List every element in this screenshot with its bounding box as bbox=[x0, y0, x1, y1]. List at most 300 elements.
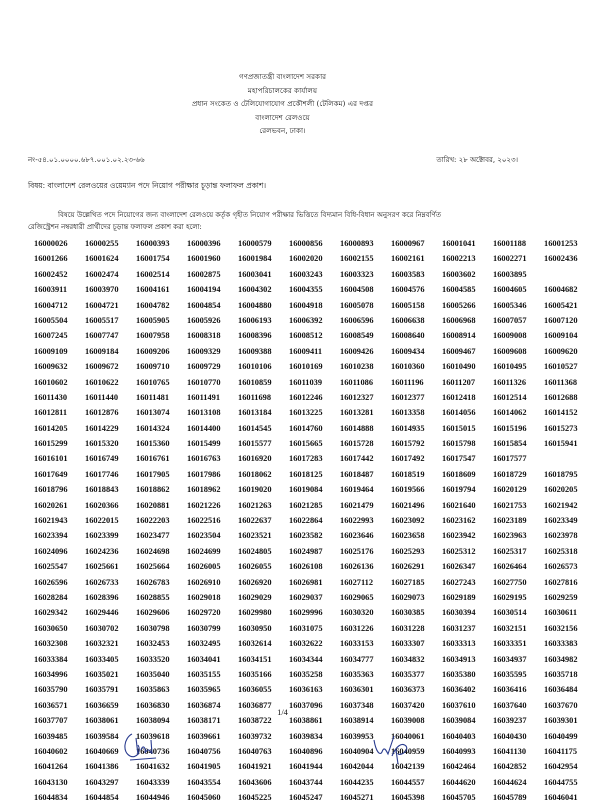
registration-number: 16030320 bbox=[340, 608, 374, 618]
registration-number: 16017905 bbox=[136, 469, 170, 479]
registration-number: 16026573 bbox=[544, 562, 578, 572]
registration-number: 16030514 bbox=[493, 608, 527, 618]
registration-number: 16008914 bbox=[442, 331, 476, 341]
registration-number: 16025318 bbox=[544, 546, 578, 556]
registration-number: 16013358 bbox=[391, 408, 425, 418]
registration-number: 16039584 bbox=[85, 731, 119, 741]
registration-number: 16045271 bbox=[340, 793, 374, 803]
registration-number: 16015854 bbox=[493, 439, 527, 449]
registration-number: 16032614 bbox=[238, 639, 272, 649]
registration-number: 16015577 bbox=[238, 439, 272, 449]
registration-number: 16022637 bbox=[238, 516, 272, 526]
registration-number: 16040669 bbox=[85, 746, 119, 756]
registration-number: 16023963 bbox=[493, 531, 527, 541]
registration-number: 16010238 bbox=[340, 362, 374, 372]
table-row bbox=[34, 559, 578, 574]
registration-number: 16033153 bbox=[340, 639, 374, 649]
office-header bbox=[0, 70, 565, 138]
registration-number: 16033313 bbox=[442, 639, 476, 649]
registration-number: 16031237 bbox=[442, 623, 476, 633]
registration-number: 16040959 bbox=[391, 746, 425, 756]
registration-number: 16044557 bbox=[391, 777, 425, 787]
registration-number: 16034937 bbox=[493, 654, 527, 664]
registration-number: 16038914 bbox=[340, 716, 374, 726]
registration-number: 16037420 bbox=[391, 700, 425, 710]
registration-number: 16019794 bbox=[442, 485, 476, 495]
registration-number: 16040736 bbox=[136, 746, 170, 756]
registration-number: 16011698 bbox=[238, 392, 272, 402]
registration-number: 16021226 bbox=[187, 500, 221, 510]
registration-number: 16042139 bbox=[391, 762, 425, 772]
registration-number: 16005078 bbox=[340, 300, 374, 310]
registration-number: 16030702 bbox=[85, 623, 119, 633]
registration-number: 16035155 bbox=[187, 669, 221, 679]
registration-number: 16001266 bbox=[34, 254, 68, 264]
registration-number: 16036055 bbox=[238, 685, 272, 695]
registration-number: 16032622 bbox=[289, 639, 323, 649]
table-row bbox=[34, 436, 578, 451]
registration-number: 16023394 bbox=[34, 531, 68, 541]
registration-number: 16026733 bbox=[85, 577, 119, 587]
registration-number: 16010169 bbox=[289, 362, 323, 372]
registration-number: 16004782 bbox=[136, 300, 170, 310]
registration-number: 16017492 bbox=[391, 454, 425, 464]
registration-number: 16016761 bbox=[136, 454, 170, 464]
registration-number: 16017547 bbox=[442, 454, 476, 464]
registration-number: 16020129 bbox=[493, 485, 527, 495]
registration-number: 16010106 bbox=[238, 362, 272, 372]
registration-number: 16027112 bbox=[340, 577, 374, 587]
registration-number: 16009411 bbox=[289, 346, 323, 356]
registration-number: 16005421 bbox=[544, 300, 578, 310]
registration-number: 16040499 bbox=[544, 731, 578, 741]
registration-number: 16042852 bbox=[493, 762, 527, 772]
registration-number: 16036163 bbox=[289, 685, 323, 695]
registration-number: 16018609 bbox=[442, 469, 476, 479]
registration-number: 16005926 bbox=[187, 315, 221, 325]
registration-number: 16035377 bbox=[391, 669, 425, 679]
registration-number: 16029037 bbox=[289, 592, 323, 602]
registration-number: 16017746 bbox=[85, 469, 119, 479]
registration-number: 16027243 bbox=[442, 577, 476, 587]
registration-number: 16040993 bbox=[442, 746, 476, 756]
right-initials-signature bbox=[368, 726, 414, 766]
registration-number-table bbox=[34, 236, 578, 805]
registration-number: 16011196 bbox=[391, 377, 424, 387]
registration-number: 16002020 bbox=[289, 254, 323, 264]
registration-number: 16036416 bbox=[493, 685, 527, 695]
registration-number: 16015273 bbox=[544, 423, 578, 433]
header-line-bangladesh-railway: বাংলাদেশ রেলওয়ে bbox=[255, 112, 310, 122]
registration-number: 16006193 bbox=[238, 315, 272, 325]
registration-number: 16023521 bbox=[238, 531, 272, 541]
registration-number: 16021942 bbox=[544, 500, 578, 510]
registration-number: 16027750 bbox=[493, 577, 527, 587]
registration-number: 16032308 bbox=[34, 639, 68, 649]
registration-number: 16023646 bbox=[340, 531, 374, 541]
registration-number: 16009710 bbox=[136, 362, 170, 372]
header-line-government: গণপ্রজাতন্ত্রী বাংলাদেশ সরকার bbox=[238, 72, 327, 81]
header-line-rail-bhaban: রেলভবন, ঢাকা। bbox=[259, 126, 306, 136]
registration-number: 16015499 bbox=[187, 439, 221, 449]
registration-number: 16014760 bbox=[289, 423, 323, 433]
registration-number: 16021753 bbox=[493, 500, 527, 510]
table-row bbox=[34, 328, 578, 343]
table-row bbox=[34, 359, 578, 374]
registration-number: 16000856 bbox=[289, 239, 323, 248]
registration-number: 16035791 bbox=[85, 685, 119, 695]
registration-number: 16014229 bbox=[85, 423, 119, 433]
registration-number: 16030394 bbox=[442, 608, 476, 618]
registration-number: 16001041 bbox=[442, 239, 476, 248]
registration-number: 16004918 bbox=[289, 300, 323, 310]
registration-number: 16003041 bbox=[238, 269, 272, 279]
registration-number: 16023189 bbox=[493, 516, 527, 526]
registration-number: 16041905 bbox=[187, 762, 221, 772]
table-row bbox=[34, 605, 578, 620]
registration-number: 16035863 bbox=[136, 685, 170, 695]
registration-number: 16043339 bbox=[136, 777, 170, 787]
registration-number: 16004508 bbox=[340, 285, 374, 295]
registration-number: 16009329 bbox=[187, 346, 221, 356]
registration-number: 16026347 bbox=[442, 562, 476, 572]
registration-number: 16040602 bbox=[34, 746, 68, 756]
header-line-chief-engineer: প্রধান সংকেত ও টেলিযোগাযোগ প্রকৌশলী (টেলিকম) এর দপ্তর bbox=[191, 99, 374, 109]
registration-number: 16031226 bbox=[340, 623, 374, 633]
registration-number: 16029018 bbox=[187, 592, 221, 602]
registration-number: 16043744 bbox=[289, 777, 323, 787]
registration-number: 16045225 bbox=[238, 793, 272, 803]
registration-number: 16041130 bbox=[493, 746, 527, 756]
registration-number: 16007120 bbox=[544, 315, 578, 325]
registration-number: 16029996 bbox=[289, 608, 323, 618]
registration-number: 16011326 bbox=[493, 377, 527, 387]
registration-number: 16026464 bbox=[493, 562, 527, 572]
registration-number: 16044834 bbox=[34, 793, 68, 803]
registration-number: 16003911 bbox=[34, 285, 68, 295]
registration-number: 16032151 bbox=[493, 623, 527, 633]
registration-number: 16013108 bbox=[187, 408, 221, 418]
registration-number: 16017442 bbox=[340, 454, 374, 464]
registration-number: 16018062 bbox=[238, 469, 272, 479]
registration-number: 16020261 bbox=[34, 500, 68, 510]
registration-number: 16021640 bbox=[442, 500, 476, 510]
registration-number: 16036830 bbox=[136, 700, 170, 710]
registration-number: 16015320 bbox=[85, 439, 119, 449]
registration-number: 16009388 bbox=[238, 346, 272, 356]
registration-number: 16036484 bbox=[544, 685, 578, 695]
registration-number: 16043606 bbox=[238, 777, 272, 787]
registration-number: 16003895 bbox=[493, 269, 527, 279]
registration-number: 16029189 bbox=[442, 592, 476, 602]
registration-number: 16045398 bbox=[391, 793, 425, 803]
registration-number: 16009729 bbox=[187, 362, 221, 372]
table-row bbox=[34, 759, 578, 774]
registration-number: 16026005 bbox=[187, 562, 221, 572]
registration-number: 16036877 bbox=[238, 700, 272, 710]
registration-number: 16009184 bbox=[85, 346, 119, 356]
registration-number: 16041386 bbox=[85, 762, 119, 772]
registration-number: 16030385 bbox=[391, 608, 425, 618]
registration-number: 16029446 bbox=[85, 608, 119, 618]
table-row bbox=[34, 344, 578, 359]
registration-number: 16013184 bbox=[238, 408, 272, 418]
memo-number: নং-৫৪.০১.০০০০.৬৮৭.০০১.০২.২৩-৬৬ bbox=[28, 156, 145, 164]
registration-number: 16014062 bbox=[493, 408, 527, 418]
registration-number: 16040763 bbox=[238, 746, 272, 756]
registration-number: 16002213 bbox=[442, 254, 476, 264]
table-row bbox=[34, 313, 578, 328]
registration-number: 16025317 bbox=[493, 546, 527, 556]
registration-number: 16038171 bbox=[187, 716, 221, 726]
registration-number: 16035258 bbox=[289, 669, 323, 679]
registration-number: 16009008 bbox=[493, 331, 527, 341]
registration-number: 16022516 bbox=[187, 516, 221, 526]
registration-number: 16030798 bbox=[136, 623, 170, 633]
registration-number: 16031228 bbox=[391, 623, 425, 633]
table-row bbox=[34, 236, 578, 251]
registration-number: 16003243 bbox=[289, 269, 323, 279]
registration-number: 16008318 bbox=[187, 331, 221, 341]
registration-number: 16013074 bbox=[136, 408, 170, 418]
registration-number: 16024987 bbox=[289, 546, 323, 556]
registration-number: 16022203 bbox=[136, 516, 170, 526]
registration-number: 16004576 bbox=[391, 285, 425, 295]
registration-number: 16025176 bbox=[340, 546, 374, 556]
registration-number: 16013225 bbox=[289, 408, 323, 418]
registration-number: 16002436 bbox=[544, 254, 578, 264]
registration-number: 16042044 bbox=[340, 762, 374, 772]
registration-number: 16026136 bbox=[340, 562, 374, 572]
registration-number: 16023477 bbox=[136, 531, 170, 541]
registration-number: 16030650 bbox=[34, 623, 68, 633]
table-row bbox=[34, 451, 544, 466]
registration-number: 16023092 bbox=[391, 516, 425, 526]
subject-line: বিষয়: বাংলাদেশ রেলওয়ের ওয়েম্যান পদে নিয়োগ পরীক্ষার চূড়ান্ত ফলাফল প্রকাশ। bbox=[28, 181, 266, 190]
registration-number: 16039237 bbox=[493, 716, 527, 726]
table-row bbox=[34, 544, 578, 559]
registration-number: 16017649 bbox=[34, 469, 68, 479]
registration-number: 16014888 bbox=[340, 423, 374, 433]
registration-number: 16011491 bbox=[187, 392, 221, 402]
registration-number: 16002271 bbox=[493, 254, 527, 264]
registration-number: 16024698 bbox=[136, 546, 170, 556]
registration-number: 16016920 bbox=[238, 454, 272, 464]
intro-paragraph bbox=[28, 209, 540, 233]
registration-number: 16035040 bbox=[136, 669, 170, 679]
registration-number: 16009206 bbox=[136, 346, 170, 356]
registration-number: 16005158 bbox=[391, 300, 425, 310]
registration-number: 16040904 bbox=[340, 746, 374, 756]
registration-number: 16011086 bbox=[340, 377, 374, 387]
registration-number: 16009434 bbox=[391, 346, 425, 356]
registration-number: 16023162 bbox=[442, 516, 476, 526]
registration-number: 16045247 bbox=[289, 793, 323, 803]
registration-number: 16018125 bbox=[289, 469, 323, 479]
registration-number: 16009608 bbox=[493, 346, 527, 356]
registration-number: 16021479 bbox=[340, 500, 374, 510]
registration-number: 16033520 bbox=[136, 654, 170, 664]
registration-number: 16044854 bbox=[85, 793, 119, 803]
registration-number: 16021263 bbox=[238, 500, 272, 510]
registration-number: 16004194 bbox=[187, 285, 221, 295]
registration-number: 16015728 bbox=[340, 439, 374, 449]
registration-number: 16033383 bbox=[544, 639, 578, 649]
registration-number: 16010770 bbox=[187, 377, 221, 387]
table-row bbox=[34, 421, 578, 436]
registration-number: 16007747 bbox=[85, 331, 119, 341]
table-row bbox=[34, 405, 578, 420]
registration-number: 16002875 bbox=[187, 269, 221, 279]
registration-number: 16026910 bbox=[187, 577, 221, 587]
registration-number: 16014324 bbox=[136, 423, 170, 433]
registration-number: 16015798 bbox=[442, 439, 476, 449]
registration-number: 16018729 bbox=[493, 469, 527, 479]
registration-number: 16018795 bbox=[544, 469, 578, 479]
table-row bbox=[34, 482, 578, 497]
registration-number: 16022993 bbox=[340, 516, 374, 526]
header-line-dg-office: মহাপরিচালকের কার্যালয় bbox=[247, 85, 318, 95]
registration-number: 16037640 bbox=[493, 700, 527, 710]
table-row bbox=[34, 467, 578, 482]
registration-number: 16006638 bbox=[391, 315, 425, 325]
table-row bbox=[34, 744, 578, 759]
registration-number: 16023978 bbox=[544, 531, 578, 541]
registration-number: 16012418 bbox=[442, 392, 476, 402]
registration-number: 16017283 bbox=[289, 454, 323, 464]
registration-number: 16014400 bbox=[187, 423, 221, 433]
registration-number: 16002452 bbox=[34, 269, 68, 279]
registration-number: 16032495 bbox=[187, 639, 221, 649]
registration-number: 16000579 bbox=[238, 239, 272, 248]
registration-number: 16012377 bbox=[391, 392, 425, 402]
registration-number: 16001960 bbox=[187, 254, 221, 264]
registration-number: 16045789 bbox=[493, 793, 527, 803]
memo-date: তারিখ: ২৮ অক্টোবর, ২০২৩। bbox=[436, 156, 518, 164]
registration-number: 16001754 bbox=[136, 254, 170, 264]
registration-number: 16037670 bbox=[544, 700, 578, 710]
table-row bbox=[34, 375, 578, 390]
registration-number: 16023349 bbox=[544, 516, 578, 526]
registration-number: 16034832 bbox=[391, 654, 425, 664]
registration-number: 16030799 bbox=[187, 623, 221, 633]
registration-number: 16036402 bbox=[442, 685, 476, 695]
registration-number: 16006392 bbox=[289, 315, 323, 325]
registration-number: 16002155 bbox=[340, 254, 374, 264]
registration-number: 16022864 bbox=[289, 516, 323, 526]
table-row bbox=[34, 621, 578, 636]
table-row bbox=[34, 775, 578, 790]
registration-number: 16019020 bbox=[238, 485, 272, 495]
registration-number: 16041175 bbox=[544, 746, 578, 756]
registration-number: 16010360 bbox=[391, 362, 425, 372]
registration-number: 16038861 bbox=[289, 716, 323, 726]
registration-number: 16034041 bbox=[187, 654, 221, 664]
registration-number: 16006968 bbox=[442, 315, 476, 325]
registration-number: 16021496 bbox=[391, 500, 425, 510]
registration-number: 16039618 bbox=[136, 731, 170, 741]
registration-number: 16012514 bbox=[493, 392, 527, 402]
table-row bbox=[34, 590, 578, 605]
registration-number: 16010490 bbox=[442, 362, 476, 372]
registration-number: 16032156 bbox=[544, 623, 578, 633]
registration-number: 16000026 bbox=[34, 239, 68, 248]
registration-number: 16045705 bbox=[442, 793, 476, 803]
registration-number: 16010602 bbox=[34, 377, 68, 387]
registration-number: 16019464 bbox=[340, 485, 374, 495]
registration-number: 16004302 bbox=[238, 285, 272, 295]
registration-number: 16014935 bbox=[391, 423, 425, 433]
registration-number: 16031075 bbox=[289, 623, 323, 633]
table-row bbox=[34, 667, 578, 682]
registration-number: 16013281 bbox=[340, 408, 374, 418]
registration-number: 16010527 bbox=[544, 362, 578, 372]
registration-number: 16023658 bbox=[391, 531, 425, 541]
registration-number: 16021285 bbox=[289, 500, 323, 510]
registration-number: 16025664 bbox=[136, 562, 170, 572]
table-row bbox=[34, 498, 578, 513]
registration-number: 16017577 bbox=[493, 454, 527, 464]
registration-number: 16000893 bbox=[340, 239, 374, 248]
table-row bbox=[34, 528, 578, 543]
registration-number: 16026291 bbox=[391, 562, 425, 572]
registration-number: 16039732 bbox=[238, 731, 272, 741]
registration-number: 16034996 bbox=[34, 669, 68, 679]
registration-number: 16036571 bbox=[34, 700, 68, 710]
registration-number: 16016749 bbox=[85, 454, 119, 464]
table-row bbox=[34, 652, 578, 667]
registration-number: 16010495 bbox=[493, 362, 527, 372]
registration-number: 16007245 bbox=[34, 331, 68, 341]
registration-number: 16032321 bbox=[85, 639, 119, 649]
registration-number: 16037348 bbox=[340, 700, 374, 710]
registration-number: 16015015 bbox=[442, 423, 476, 433]
registration-number: 16029195 bbox=[493, 592, 527, 602]
registration-number: 16023582 bbox=[289, 531, 323, 541]
table-row bbox=[34, 513, 578, 528]
registration-number: 16033405 bbox=[85, 654, 119, 664]
registration-number: 16025547 bbox=[34, 562, 68, 572]
registration-number: 16017986 bbox=[187, 469, 221, 479]
table-row bbox=[34, 251, 578, 266]
registration-number: 16034151 bbox=[238, 654, 272, 664]
registration-number: 16035363 bbox=[340, 669, 374, 679]
registration-number: 16035166 bbox=[238, 669, 272, 679]
registration-number: 16029065 bbox=[340, 592, 374, 602]
registration-number: 16001984 bbox=[238, 254, 272, 264]
intro-paragraph-line-1: বিষয়ে উল্লেখিত পদে নিয়োগের জন্য বাংলাদেশ রেলওয়ে কর্তৃক গৃহীত নিয়োগ পরীক্ষার ভিত্তিতে বিদ্যমান বিধি-বিধান অনুসরণ করে নিম্নবর্ণিত bbox=[58, 211, 441, 219]
table-row bbox=[34, 729, 578, 744]
registration-number: 16014152 bbox=[544, 408, 578, 418]
registration-number: 16000393 bbox=[136, 239, 170, 248]
registration-number: 16027185 bbox=[391, 577, 425, 587]
table-row bbox=[34, 636, 578, 651]
registration-number: 16012327 bbox=[340, 392, 374, 402]
registration-number: 16009104 bbox=[544, 331, 578, 341]
table-row bbox=[34, 267, 544, 282]
registration-number: 16002514 bbox=[136, 269, 170, 279]
registration-number: 16028396 bbox=[85, 592, 119, 602]
registration-number: 16033307 bbox=[391, 639, 425, 649]
registration-number: 16041264 bbox=[34, 762, 68, 772]
registration-number: 16038094 bbox=[136, 716, 170, 726]
registration-number: 16044235 bbox=[340, 777, 374, 787]
registration-number: 16007958 bbox=[136, 331, 170, 341]
registration-number: 16025293 bbox=[391, 546, 425, 556]
registration-number: 16042954 bbox=[544, 762, 578, 772]
table-row bbox=[34, 282, 578, 297]
registration-number: 16004355 bbox=[289, 285, 323, 295]
